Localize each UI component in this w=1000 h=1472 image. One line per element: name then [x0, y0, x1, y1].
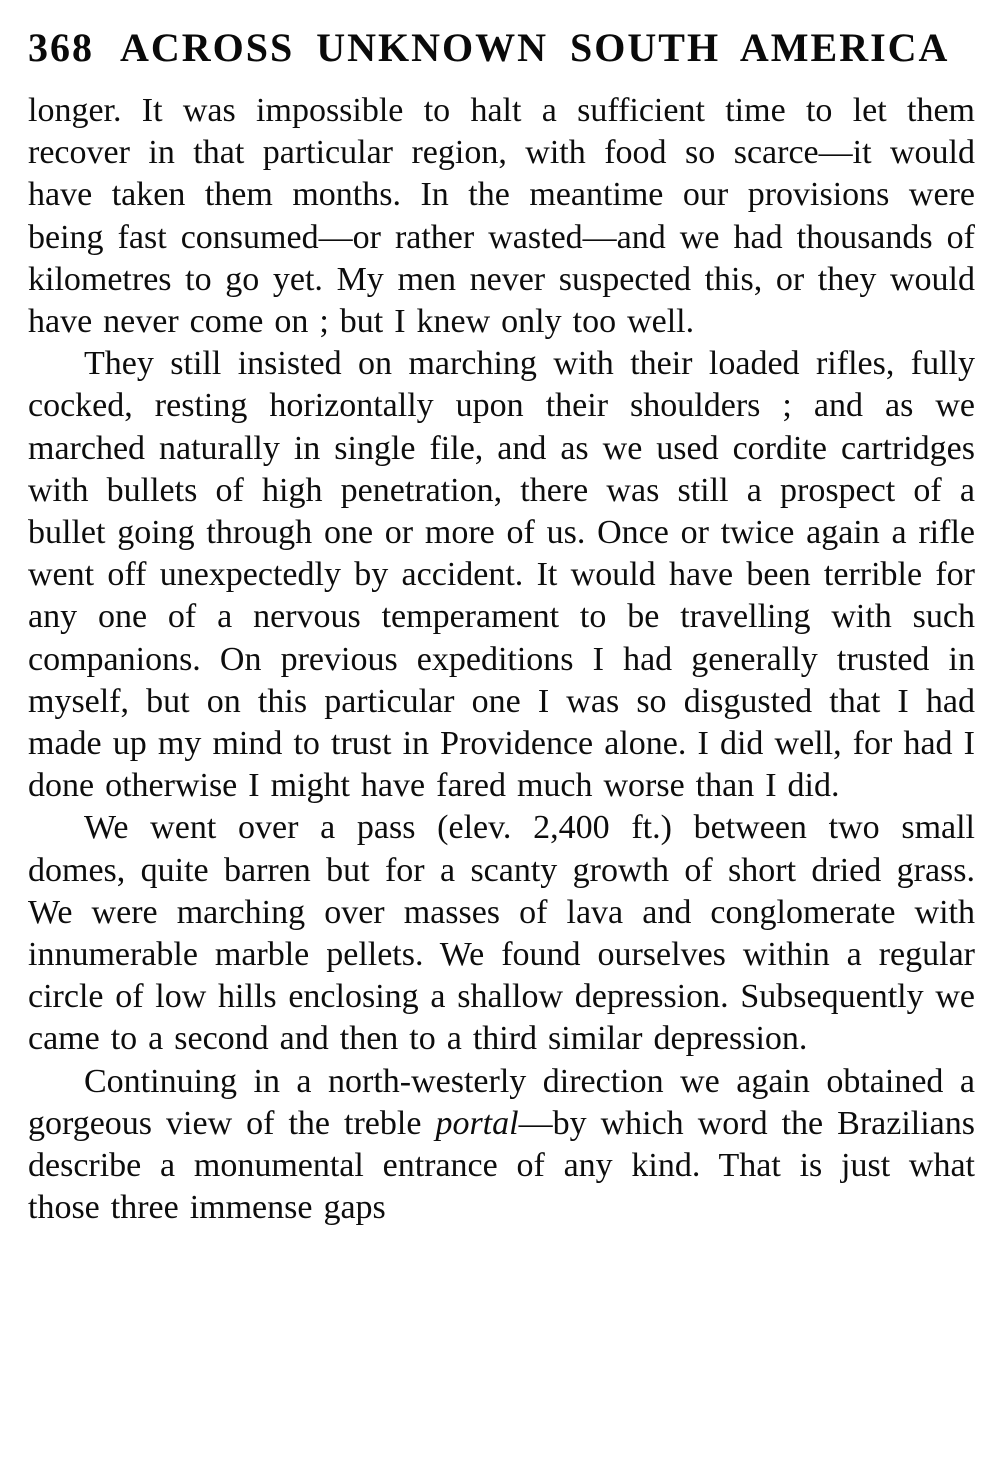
- page-body: [28, 90, 975, 1229]
- paragraph-text-after-italic: —by which word the Brazilians describe a monumental entrance of any kind. That is just what those three immense gaps: [28, 1104, 975, 1227]
- page-header: [28, 26, 975, 70]
- paragraph-portal: [28, 1061, 975, 1230]
- paragraph-continuation: longer. It was impossible to halt a sufficient time to let them recover in that particular region, with food so scarce—it would have taken them months. In the meantime our provisions were being fast consumed—or rather wasted—and we had thousands of kilometres to go yet. My men never suspected this, or they would have never come on ; but I knew only too well.: [28, 92, 975, 341]
- running-title: ACROSS UNKNOWN SOUTH AMERICA: [120, 25, 950, 70]
- italic-word-portal: portal: [435, 1104, 519, 1142]
- page-number: 368: [28, 25, 94, 70]
- paragraph-pass: We went over a pass (elev. 2,400 ft.) between two small domes, quite barren but for a scanty growth of short dried grass. We were marching over masses of lava and conglomerate with innumerable marble pellets. We found ourselves within a regular circle of low hills enclosing a shallow depression. Subsequently we came to a second and then to a third similar depression.: [28, 809, 975, 1058]
- paragraph-text-before-italic: Continuing in a north-westerly direction we again obtained a gorgeous view of the treble: [28, 1062, 975, 1142]
- paragraph-rifles: They still insisted on marching with their loaded rifles, fully cocked, resting horizontally upon their shoulders ; and as we marched naturally in single file, and as we used cordite cartridges with bullets of high penetration, there was still a prospect of a bullet going through one or more of us. Once or twice again a rifle went off unexpectedly by accident. It would have been terrible for any one of a nervous temperament to be travelling with such companions. On previous expeditions I had generally trusted in myself, but on this particular one I was so disgusted that I had made up my mind to trust in Providence alone. I did well, for had I done otherwise I might have fared much worse than I did.: [28, 345, 975, 805]
